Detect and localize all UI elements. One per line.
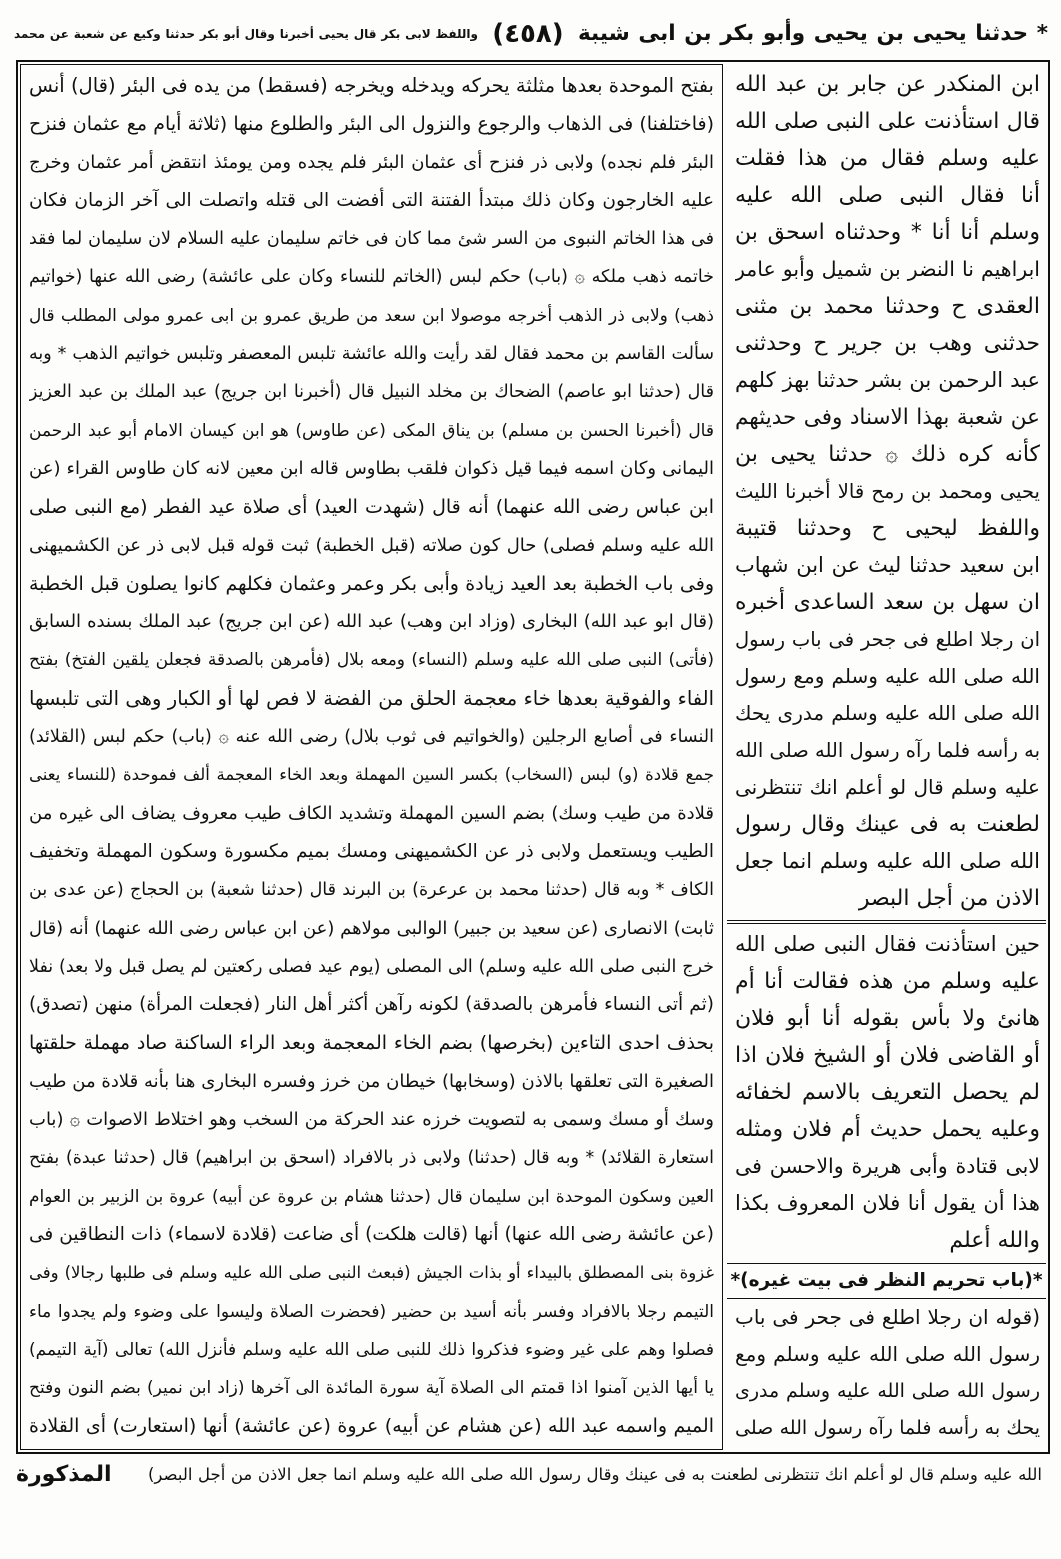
- hadith-line: الله صلى الله عليه وسلم ومع رسول: [735, 664, 1040, 688]
- commentary-line: بفتح الموحدة بعدها مثلثة يحركه ويدخله ويخرجه (فسقط) من يده فى البئر (قال) أنس: [29, 74, 714, 97]
- commentary-line: فصلوا وهم على غير وضوء فذكروا ذلك للنبى صلى الله عليه وسلم فأنزل الله) تعالى (آية التيمم): [29, 1339, 714, 1360]
- hadith-line: العقدى ح وحدثنا محمد بن مثنى: [735, 294, 1040, 319]
- header-hadith-text-right: * حدثنا يحيى بن يحيى وأبو بكر بن ابى شيبة: [578, 21, 1048, 46]
- commentary-line: عليه الخارجون وكان ذلك مبتدأ الفتنة التى أفضت الى قتله واتصلت الى آخر الزمان فكان: [29, 189, 714, 211]
- hadith-line: الاذن من أجل البصر: [858, 886, 1040, 911]
- commentary-line: قال (أخبرنا الحسن بن مسلم) بن يناق المكى (عن طاوس) هو ابن كيسان الامام أبو عبد الرحمن: [29, 420, 714, 441]
- chapter-heading: *(باب تحريم النظر فى بيت غيره)*: [727, 1263, 1046, 1299]
- commentary-line: بحذف احدى التاءين (بخرصها) بضم الخاء المعجمة وبعد الراء الساكنة صاد مهملة حلقتها: [29, 1032, 714, 1055]
- hadith-line: يحيى ومحمد بن رمح قالا أخبرنا الليث: [735, 480, 1040, 503]
- hadith-line: حدثنى وهب بن جرير ح وحدثنى: [735, 331, 1040, 356]
- hadith-line: به رأسه فلما رآه رسول الله صلى الله: [735, 739, 1040, 762]
- commentary-line: وسك أو مسك وسمى به لتصويت خرزه عند الحركة من السخب وهو اختلاط الاصوات ۞ (باب: [29, 1109, 714, 1131]
- nawawi-line: رسول الله صلى الله عليه وسلم ومع: [735, 1342, 1040, 1366]
- commentary-line: جمع قلادة (و) لبس (السخاب) بكسر السين المهملة وبعد الخاء المعجمة ألف فموحدة (للنساء يعنى: [29, 765, 714, 785]
- commentary-line: ثابت) الانصارى (عن سعيد بن جبير) الوالبى مولاهم (عن ابن عباس رضى الله عنهما) أنه (قال: [29, 917, 714, 939]
- nawawi-line: لابى قتادة وأبى هريرة والاحسن فى: [735, 1154, 1040, 1178]
- commentary-line: فى هذا الخاتم النبوى من السر شئ مما كان فى خاتم سليمان عليه السلام لان سليمان لما فقد: [29, 229, 714, 250]
- hadith-line: عليه وسلم فقال من هذا فقلت: [735, 146, 1040, 171]
- nawawi-line: والله أعلم: [949, 1228, 1040, 1253]
- hadith-line: وسلم أنا أنا * وحدثناه اسحق بن: [735, 220, 1040, 245]
- nawawi-commentary-block-2: [727, 1299, 1046, 1447]
- hadith-line: ابن سعيد حدثنا ليث عن ابن شهاب: [735, 553, 1040, 577]
- commentary-line: الميم واسمه عبد الله (عن هشام عن أبيه) عروة (عن عائشة) أنها (استعارت) أى القلادة: [29, 1415, 714, 1438]
- page-number: (٤٥٨): [492, 19, 564, 49]
- hadith-line: كأنه كره ذلك ۞ حدثنا يحيى بن: [735, 442, 1040, 467]
- commentary-line: الله عليه وسلم فصلى) حال كون صلاته (قبل الخطبة) ثبت قوله قبل لابى ذر عن الكشميهنى: [29, 534, 714, 556]
- catchword: المذكورة: [16, 1462, 112, 1487]
- commentary-line: يا أيها الذين آمنوا اذا قمتم الى الصلاة آية سورة المائدة الى آخرها (زاد ابن نمير) بضم النون وفتح: [29, 1378, 714, 1399]
- nawawi-line: هانئ ولا بأس بقوله أنا أبو فلان: [735, 1006, 1040, 1031]
- hadith-line: عن شعبة بهذا الاسناد وفى حديثهم: [735, 405, 1040, 430]
- footer-continuation-line: الله عليه وسلم قال لو أعلم انك تنتظرنى لطعنت به فى عينك وقال رسول الله صلى الله عليه وسلم انما جعل الاذن من أجل البصر): [148, 1465, 1042, 1484]
- nawawi-line: رسول الله صلى الله عليه وسلم مدرى: [735, 1380, 1040, 1402]
- hadith-line: ان رجلا اطلع فى جحر فى باب رسول: [735, 628, 1040, 651]
- hadith-line: أنا فقال النبى صلى الله عليه: [735, 183, 1040, 208]
- commentary-line: ذهب) ولابى ذر الذهب أخرجه موصولا ابن سعد من طريق عمرو بن ابى عمرو مولى المطلب قال: [29, 305, 714, 326]
- commentary-line: خرج النبى صلى الله عليه وسلم) الى المصلى (يوم عيد فصلى ركعتين لم يصل قبل ولا بعد) نفلا: [29, 956, 714, 977]
- commentary-line: (ثم أتى النساء فأمرهن بالصدقة) لكونه رآهن أكثر أهل النار (فجعلت المرأة) منهن (تصدق): [29, 994, 714, 1016]
- commentary-line: ابن عباس رضى الله عنهما) أنه قال (شهدت العيد) أى صلاة عيد الفطر (مع النبى صلى: [29, 496, 714, 519]
- commentary-line: خاتمه ذهب ملكه ۞ (باب) حكم لبس (الخاتم للنساء وكان على عائشة) رضى الله عنها (خواتيم: [29, 267, 714, 288]
- nawawi-line: أو القاضى فلان أو الشيخ فلان اذا: [735, 1043, 1040, 1068]
- nawawi-line: وعليه يحمل حديث أم فلان ومثله: [735, 1117, 1040, 1142]
- commentary-line: (فاختلفنا) فى الذهاب والرجوع والنزول الى البئر والطلوع منها (ثلاثة أيام مع عثمان فنزح: [29, 113, 714, 136]
- hadith-line: ابراهيم نا النضر بن شميل وأبو عامر: [735, 257, 1040, 281]
- hadith-line: عبد الرحمن بن بشر حدثنا بهز كلهم: [735, 368, 1040, 392]
- nawawi-line: لم يحصل التعريف بالاسم لخفائه: [735, 1080, 1040, 1105]
- hadith-line: الله صلى الله عليه وسلم مدرى يحك: [735, 701, 1040, 725]
- commentary-line: قال (حدثنا ابو عاصم) الضحاك بن مخلد النبيل قال (أخبرنا ابن جريج) عبد الملك بن عبد العزيز: [29, 382, 714, 403]
- hadith-line: ان سهل بن سعد الساعدى أخبره: [735, 590, 1040, 615]
- commentary-line: الفاء والفوقية بعدها خاء معجمة الحلق من الفضة لا فص لها أو الكبار وهى التى تلبسها: [29, 686, 714, 710]
- commentary-line: استعارة القلائد) * وبه قال (حدثنا) ولابى ذر بالافراد (اسحق بن ابراهيم) قال (حدثنا عبدة) بفتح: [29, 1148, 714, 1169]
- commentary-line: (قال ابو عبد الله) البخارى (وزاد ابن وهب) عبد الله (عن ابن جريج) عبد الملك بسنده السابق: [29, 611, 714, 633]
- nawawi-line: حين استأذنت فقال النبى صلى الله: [735, 932, 1040, 956]
- commentary-line: (فأتى) النبى صلى الله عليه وسلم (النساء) ومعه بلال (فأمرهن بالصدقة فجعلن يلقين الفتخ) بفتح: [29, 650, 714, 671]
- page-footer: [16, 1456, 1048, 1494]
- nawawi-line: يحك به رأسه فلما رآه رسول الله صلى: [735, 1417, 1040, 1439]
- commentary-line: (عن عائشة رضى الله عنها) أنها (قالت هلكت) أى ضاعت (قلادة لاسماء) ذات النطاقين فى: [29, 1223, 714, 1245]
- commentary-line: سألت القاسم بن محمد فقال لقد رأيت والله عائشة تلبس المعصفر وتلبس خواتيم الذهب * وبه: [29, 344, 714, 365]
- commentary-line: غزوة بنى المصطلق بالبيداء أو بذات الجيش (فبعث النبى صلى الله عليه وسلم فى طلبها رجالا) وفى: [29, 1263, 714, 1283]
- hadith-line: لطعنت به فى عينك وقال رسول: [735, 812, 1040, 837]
- commentary-line: الكاف * وبه قال (حدثنا محمد بن عرعرة) بن البرند قال (حدثنا شعبة) بن الحجاج (عن عدى بن: [29, 880, 714, 901]
- commentary-column: [20, 64, 723, 1450]
- margin-column: [727, 64, 1046, 1451]
- commentary-line: التيمم رجلا بالافراد وفسر بأنه أسيد بن حضير (فحضرت الصلاة وليسوا على وضوء ولم يجدوا ماء: [29, 1301, 714, 1322]
- nawawi-line: (قوله ان رجلا اطلع فى جحر فى باب: [735, 1305, 1040, 1329]
- hadith-line: الله صلى الله عليه وسلم انما جعل: [735, 849, 1040, 873]
- hadith-line: عليه وسلم قال لو أعلم انك تنتظرنى: [735, 775, 1040, 799]
- commentary-line: البئر فلم نجده) ولابى ذر فنزح أى عثمان البئر فلم يجده ومن يومئذ انتقض أمر عثمان وخرج: [29, 151, 714, 173]
- header-hadith-text-left: واللفظ لابى بكر قال يحيى أخبرنا وقال أبو بكر حدثنا وكيع عن شعبة عن محمد: [14, 27, 478, 41]
- hadith-line: قال استأذنت على النبى صلى الله: [735, 109, 1040, 134]
- commentary-line: الصغيرة التى تعلقها بالاذن (وسخابها) خيطان من خرز وفسره البخارى هنا بأنه قلادة من طيب: [29, 1070, 714, 1092]
- commentary-line: قلادة من طيب وسك) بضم السين المهملة وتشديد الكاف طيب معروف يضاف الى غيره من: [29, 802, 714, 824]
- commentary-line: اليمانى وكان اسمه فيما قيل ذكوان فلقب بطاوس قاله ابن معين لانه كان طاوس القراء (عن: [29, 457, 714, 479]
- nawawi-line: عليه وسلم من هذه فقالت أنا أم: [735, 969, 1040, 994]
- running-header: [14, 12, 1048, 56]
- hadith-line: واللفظ ليحيى ح وحدثنا قتيبة: [735, 516, 1040, 541]
- hadith-text-block: [727, 64, 1046, 917]
- commentary-line: النساء فى أصابع الرجلين (والخواتيم فى ثوب بلال) رضى الله عنه ۞ (باب) حكم لبس (القلائد): [29, 727, 714, 748]
- nawawi-commentary-block: [727, 926, 1046, 1259]
- section-divider: [727, 920, 1046, 924]
- nawawi-line: هذا أن يقول أنا فلان المعروف بكذا: [735, 1191, 1040, 1215]
- commentary-line: العين وسكون الموحدة ابن سليمان قال (حدثنا هشام بن عروة عن أبيه) عروة بن الزبير بن العوام: [29, 1186, 714, 1207]
- commentary-line: الطيب ويستعمل ولابى ذر عن الكشميهنى ومسك بميم مكسورة وسكون المهملة وتخفيف: [29, 840, 714, 862]
- commentary-line: وفى باب الخطبة بعد العيد زيادة وأبى بكر وعمر وعثمان فكلهم كانوا يصلون قبل الخطبة: [29, 572, 714, 595]
- hadith-line: ابن المنكدر عن جابر بن عبد الله: [735, 72, 1040, 97]
